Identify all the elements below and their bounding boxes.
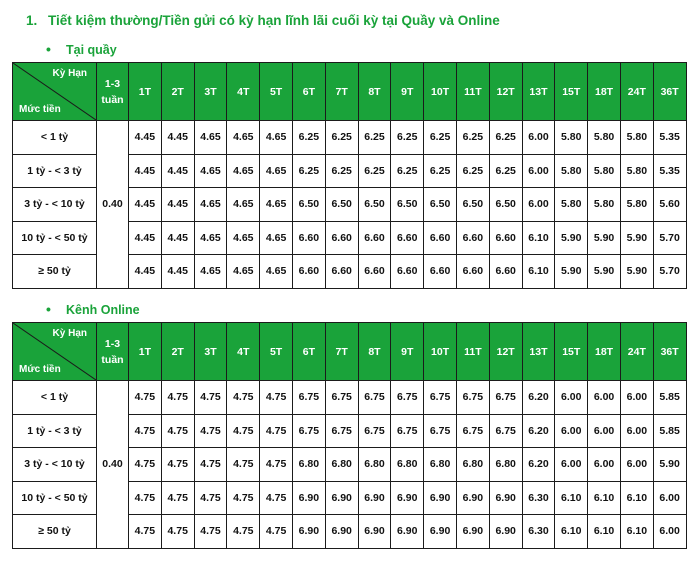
rate-cell: 5.80: [620, 188, 653, 222]
rate-cell: 6.00: [620, 381, 653, 415]
rate-cell: 5.90: [588, 255, 621, 289]
term-axis-label: Kỳ Hạn: [52, 328, 87, 339]
rate-cell: 4.45: [129, 221, 162, 255]
rate-cell: 6.90: [325, 515, 358, 549]
rate-cell: 6.20: [522, 381, 555, 415]
term-header: 5T: [260, 63, 293, 121]
rate-cell: 6.90: [391, 481, 424, 515]
rate-cell: 6.90: [292, 515, 325, 549]
term-header: 4T: [227, 63, 260, 121]
rate-cell: 6.60: [424, 255, 457, 289]
weeks-header: [97, 323, 129, 381]
rate-cell: 6.75: [456, 381, 489, 415]
rate-cell: 5.80: [588, 121, 621, 155]
weeks-header-line1: 1-3: [104, 337, 121, 350]
rate-cell: 5.80: [555, 154, 588, 188]
rate-cell: 6.80: [489, 448, 522, 482]
rate-cell: 4.65: [194, 154, 227, 188]
term-header: 6T: [292, 63, 325, 121]
term-header: 10T: [424, 323, 457, 381]
rate-cell: 4.65: [260, 121, 293, 155]
rate-cell: 5.60: [653, 188, 686, 222]
term-header: 13T: [522, 323, 555, 381]
rate-cell: 5.35: [653, 121, 686, 155]
amount-tier-label: 1 tỷ - < 3 tỷ: [13, 154, 97, 188]
rate-cell: 6.75: [358, 381, 391, 415]
term-header: 5T: [260, 323, 293, 381]
rate-cell: 6.60: [391, 221, 424, 255]
rate-cell: 6.90: [391, 515, 424, 549]
rate-cell: 6.10: [620, 515, 653, 549]
rate-cell: 6.25: [358, 154, 391, 188]
rate-cell: 6.25: [424, 154, 457, 188]
rate-cell: 6.25: [456, 121, 489, 155]
amount-tier-label: < 1 tỷ: [13, 121, 97, 155]
bullet-icon: •: [46, 41, 51, 57]
rate-cell: 5.80: [620, 154, 653, 188]
rate-cell: 6.00: [555, 448, 588, 482]
term-header: 12T: [489, 63, 522, 121]
rate-cell: 4.75: [161, 414, 194, 448]
rate-cell: 4.65: [194, 221, 227, 255]
rate-cell: 4.75: [129, 414, 162, 448]
rate-cell: 6.00: [588, 414, 621, 448]
rate-cell: 6.75: [391, 381, 424, 415]
term-header: 1T: [129, 63, 162, 121]
rate-cell: 6.10: [555, 481, 588, 515]
table-row: [13, 381, 687, 415]
rate-cell: 4.75: [260, 414, 293, 448]
rate-cell: 6.25: [292, 154, 325, 188]
rate-cell: 6.80: [325, 448, 358, 482]
rate-table-online: [12, 322, 687, 549]
rate-cell: 4.75: [161, 515, 194, 549]
rate-cell: 4.45: [129, 255, 162, 289]
rate-cell: 6.75: [325, 381, 358, 415]
rate-cell: 6.60: [489, 255, 522, 289]
rate-cell: 6.00: [555, 414, 588, 448]
term-header: 10T: [424, 63, 457, 121]
term-header: 11T: [456, 63, 489, 121]
rate-cell: 6.90: [358, 481, 391, 515]
rate-cell: 4.45: [161, 188, 194, 222]
rate-cell: 4.75: [227, 381, 260, 415]
amount-tier-label: 10 tỷ - < 50 tỷ: [13, 221, 97, 255]
heading-number: 1.: [26, 13, 38, 28]
rate-cell: 5.85: [653, 414, 686, 448]
term-header: 6T: [292, 323, 325, 381]
section-title-online: [46, 301, 140, 317]
rate-cell: 6.80: [456, 448, 489, 482]
rate-cell: 4.75: [227, 448, 260, 482]
rate-cell: 4.45: [129, 154, 162, 188]
rate-cell: 4.65: [227, 154, 260, 188]
rate-cell: 6.75: [391, 414, 424, 448]
rate-cell: 6.10: [555, 515, 588, 549]
rate-cell: 6.50: [325, 188, 358, 222]
rate-cell: 6.00: [588, 448, 621, 482]
corner-header: [13, 323, 97, 381]
rate-cell: 4.75: [227, 515, 260, 549]
term-header: 11T: [456, 323, 489, 381]
term-header: 24T: [620, 63, 653, 121]
rate-cell: 4.75: [260, 515, 293, 549]
rate-cell: 4.75: [194, 515, 227, 549]
rate-cell: 4.45: [161, 154, 194, 188]
rate-cell: 4.65: [227, 188, 260, 222]
rate-cell: 6.60: [456, 255, 489, 289]
rate-cell: 6.80: [358, 448, 391, 482]
rate-cell: 4.75: [194, 481, 227, 515]
rate-cell: 5.80: [555, 121, 588, 155]
term-header: 2T: [161, 63, 194, 121]
rate-cell: 4.65: [194, 188, 227, 222]
term-header: 36T: [653, 323, 686, 381]
rate-cell: 6.60: [424, 221, 457, 255]
rate-cell: 6.90: [456, 481, 489, 515]
rate-cell: 6.20: [522, 448, 555, 482]
term-header: 9T: [391, 323, 424, 381]
amount-tier-label: ≥ 50 tỷ: [13, 255, 97, 289]
rate-cell: 5.90: [653, 448, 686, 482]
rate-cell: 6.30: [522, 515, 555, 549]
rate-cell: 6.90: [489, 481, 522, 515]
rate-cell: 4.75: [227, 481, 260, 515]
term-header: 7T: [325, 63, 358, 121]
rate-cell: 5.70: [653, 255, 686, 289]
rate-cell: 6.50: [292, 188, 325, 222]
heading-text: Tiết kiệm thường/Tiền gửi có kỳ hạn lĩnh lãi cuối kỳ tại Quầy và Online: [48, 13, 500, 28]
term-header: 1T: [129, 323, 162, 381]
rate-cell: 6.00: [653, 481, 686, 515]
rate-cell: 6.75: [358, 414, 391, 448]
rate-cell: 6.30: [522, 481, 555, 515]
rate-cell: 5.90: [620, 221, 653, 255]
rate-cell: 4.75: [227, 414, 260, 448]
section-title: Kênh Online: [66, 303, 140, 317]
rate-cell: 4.75: [129, 381, 162, 415]
rate-cell: 6.00: [522, 121, 555, 155]
section-title: Tại quầy: [66, 43, 117, 57]
rate-cell: 6.25: [358, 121, 391, 155]
week-rate-cell: 0.40: [97, 381, 129, 549]
term-header: 18T: [588, 323, 621, 381]
term-header: 4T: [227, 323, 260, 381]
rate-cell: 6.50: [424, 188, 457, 222]
rate-cell: 6.25: [391, 154, 424, 188]
rate-cell: 4.75: [161, 381, 194, 415]
rate-cell: 4.45: [161, 121, 194, 155]
rate-cell: 5.90: [620, 255, 653, 289]
rate-cell: 6.60: [325, 255, 358, 289]
rate-cell: 6.25: [489, 121, 522, 155]
header-row: [13, 323, 687, 381]
rate-cell: 6.60: [358, 221, 391, 255]
weeks-header: [97, 63, 129, 121]
term-header: 8T: [358, 323, 391, 381]
corner-header: [13, 63, 97, 121]
rate-cell: 5.80: [620, 121, 653, 155]
weeks-header-line2: tuần: [101, 93, 124, 106]
rate-cell: 6.00: [555, 381, 588, 415]
section-title-counter: [46, 41, 117, 57]
rate-cell: 6.25: [391, 121, 424, 155]
rate-cell: 6.60: [391, 255, 424, 289]
term-header: 3T: [194, 323, 227, 381]
term-header: 12T: [489, 323, 522, 381]
rate-cell: 6.20: [522, 414, 555, 448]
rate-cell: 6.60: [489, 221, 522, 255]
rate-cell: 6.10: [522, 221, 555, 255]
rate-cell: 4.75: [260, 381, 293, 415]
rate-cell: 4.75: [260, 448, 293, 482]
rate-cell: 5.70: [653, 221, 686, 255]
rate-cell: 6.00: [620, 448, 653, 482]
term-axis-label: Kỳ Hạn: [52, 68, 87, 79]
rate-cell: 5.80: [588, 154, 621, 188]
rate-cell: 6.75: [489, 381, 522, 415]
rate-cell: 4.75: [194, 414, 227, 448]
rate-cell: 4.65: [194, 121, 227, 155]
rate-cell: 6.00: [588, 381, 621, 415]
rate-cell: 4.65: [227, 121, 260, 155]
rate-cell: 6.90: [358, 515, 391, 549]
rate-cell: 4.75: [161, 448, 194, 482]
header-row: [13, 63, 687, 121]
weeks-header-line2: tuần: [101, 353, 124, 366]
rate-cell: 4.75: [194, 448, 227, 482]
rate-cell: 6.75: [456, 414, 489, 448]
rate-cell: 5.85: [653, 381, 686, 415]
rate-cell: 6.00: [653, 515, 686, 549]
rate-cell: 6.75: [424, 381, 457, 415]
rate-cell: 6.90: [456, 515, 489, 549]
rate-cell: 5.90: [555, 255, 588, 289]
rate-cell: 6.10: [620, 481, 653, 515]
rate-cell: 4.65: [260, 188, 293, 222]
rate-cell: 4.75: [129, 448, 162, 482]
term-header: 9T: [391, 63, 424, 121]
amount-tier-label: < 1 tỷ: [13, 381, 97, 415]
rate-cell: 6.80: [424, 448, 457, 482]
amount-tier-label: 3 tỷ - < 10 tỷ: [13, 448, 97, 482]
rate-cell: 6.75: [292, 381, 325, 415]
rate-cell: 6.50: [489, 188, 522, 222]
rate-cell: 4.65: [260, 154, 293, 188]
rate-cell: 6.00: [522, 154, 555, 188]
rate-cell: 6.60: [456, 221, 489, 255]
term-header: 8T: [358, 63, 391, 121]
rate-table-counter: [12, 62, 687, 289]
rate-cell: 4.75: [129, 481, 162, 515]
rate-cell: 6.50: [456, 188, 489, 222]
term-header: 13T: [522, 63, 555, 121]
rate-cell: 6.25: [325, 154, 358, 188]
rate-cell: 6.25: [292, 121, 325, 155]
rate-cell: 6.90: [489, 515, 522, 549]
rate-cell: 4.45: [161, 255, 194, 289]
rate-cell: 4.65: [227, 255, 260, 289]
rate-cell: 6.60: [358, 255, 391, 289]
rate-cell: 6.60: [292, 221, 325, 255]
rate-cell: 4.75: [194, 381, 227, 415]
rate-cell: 6.50: [358, 188, 391, 222]
amount-axis-label: Mức tiền: [19, 104, 61, 115]
week-rate-cell: 0.40: [97, 121, 129, 289]
rate-cell: 6.80: [292, 448, 325, 482]
rate-cell: 6.10: [588, 515, 621, 549]
rate-cell: 6.25: [489, 154, 522, 188]
term-header: 7T: [325, 323, 358, 381]
weeks-header-line1: 1-3: [104, 77, 121, 90]
rate-cell: 4.65: [194, 255, 227, 289]
rate-cell: 4.65: [260, 255, 293, 289]
rate-cell: 6.75: [292, 414, 325, 448]
amount-tier-label: ≥ 50 tỷ: [13, 515, 97, 549]
rate-cell: 6.75: [489, 414, 522, 448]
amount-tier-label: 1 tỷ - < 3 tỷ: [13, 414, 97, 448]
rate-cell: 6.90: [424, 481, 457, 515]
rate-cell: 4.45: [129, 188, 162, 222]
rate-cell: 4.45: [161, 221, 194, 255]
term-header: 3T: [194, 63, 227, 121]
term-header: 36T: [653, 63, 686, 121]
rate-cell: 4.45: [129, 121, 162, 155]
rate-cell: 5.90: [555, 221, 588, 255]
rate-cell: 6.75: [424, 414, 457, 448]
rate-cell: 6.00: [620, 414, 653, 448]
rate-cell: 6.90: [424, 515, 457, 549]
rate-cell: 4.65: [260, 221, 293, 255]
term-header: 18T: [588, 63, 621, 121]
term-header: 15T: [555, 63, 588, 121]
rate-cell: 6.25: [325, 121, 358, 155]
amount-tier-label: 3 tỷ - < 10 tỷ: [13, 188, 97, 222]
rate-cell: 5.90: [588, 221, 621, 255]
rate-cell: 6.50: [391, 188, 424, 222]
rate-cell: 5.35: [653, 154, 686, 188]
rate-cell: 6.80: [391, 448, 424, 482]
term-header: 15T: [555, 323, 588, 381]
term-header: 24T: [620, 323, 653, 381]
rate-cell: 6.25: [424, 121, 457, 155]
rate-cell: 4.65: [227, 221, 260, 255]
page-heading: [26, 13, 500, 28]
rate-cell: 6.00: [522, 188, 555, 222]
term-header: 2T: [161, 323, 194, 381]
rate-cell: 6.90: [292, 481, 325, 515]
rate-cell: 4.75: [161, 481, 194, 515]
rate-cell: 6.10: [588, 481, 621, 515]
rate-cell: 6.10: [522, 255, 555, 289]
rate-cell: 6.25: [456, 154, 489, 188]
rate-cell: 4.75: [260, 481, 293, 515]
bullet-icon: •: [46, 301, 51, 317]
rate-cell: 4.75: [129, 515, 162, 549]
rate-cell: 6.90: [325, 481, 358, 515]
amount-axis-label: Mức tiền: [19, 364, 61, 375]
rate-cell: 5.80: [555, 188, 588, 222]
rate-cell: 5.80: [588, 188, 621, 222]
amount-tier-label: 10 tỷ - < 50 tỷ: [13, 481, 97, 515]
rate-cell: 6.75: [325, 414, 358, 448]
rate-cell: 6.60: [292, 255, 325, 289]
rate-cell: 6.60: [325, 221, 358, 255]
table-row: [13, 121, 687, 155]
